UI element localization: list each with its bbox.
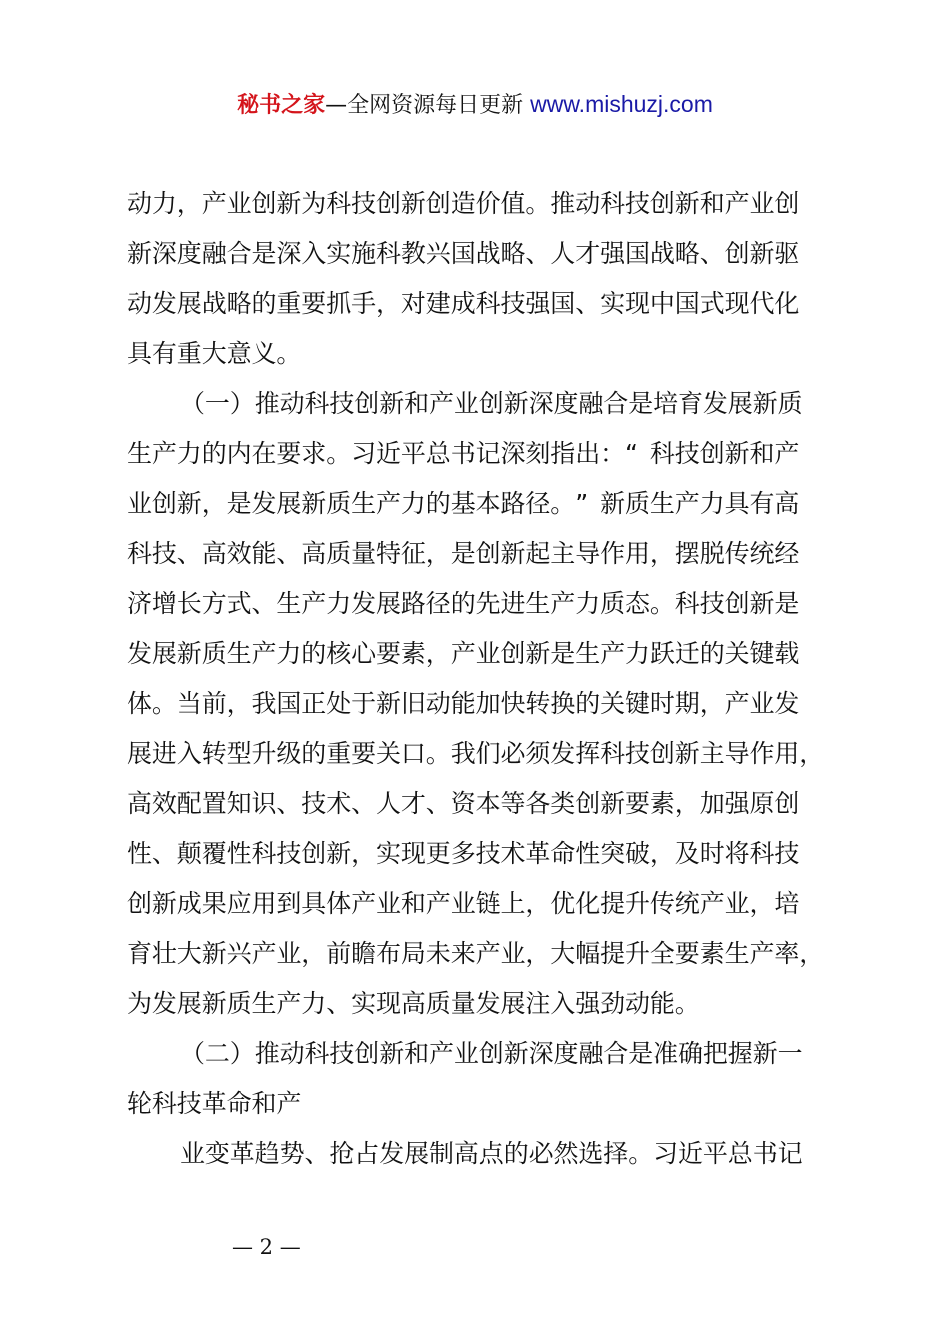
site-url-link[interactable]: www.mishuzj.com bbox=[530, 91, 713, 117]
site-banner bbox=[0, 86, 950, 124]
brand-name: 秘书之家 bbox=[237, 93, 326, 118]
banner-tagline: —全网资源每日更新 bbox=[325, 93, 524, 118]
page-number: — 2 — bbox=[232, 1235, 301, 1259]
